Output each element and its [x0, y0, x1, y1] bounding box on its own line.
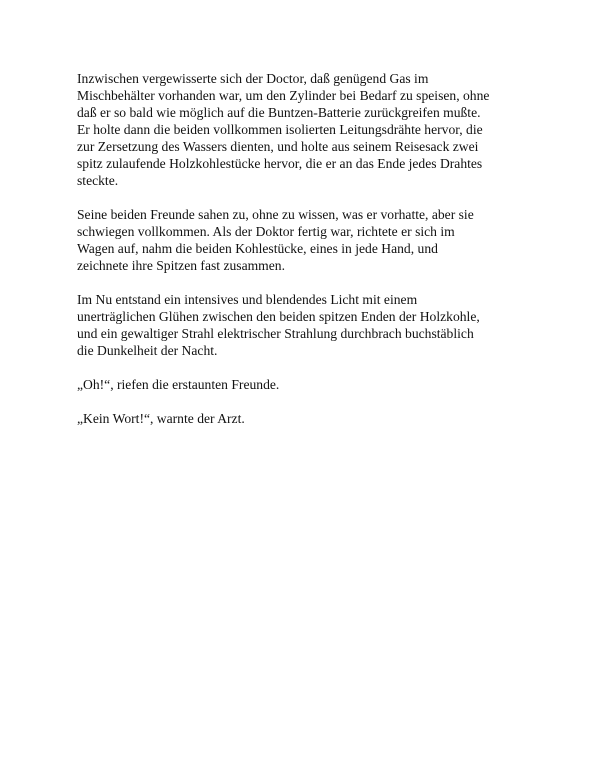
text-line: Mischbehälter vorhanden war, um den Zylinder bei Bedarf zu speisen, ohne: [77, 88, 490, 103]
paragraph-1: [77, 70, 527, 189]
text-line: Im Nu entstand ein intensives und blendendes Licht mit einem: [77, 292, 418, 307]
text-line: Wagen auf, nahm die beiden Kohlestücke, eines in jede Hand, und: [77, 241, 438, 256]
text-line: Inzwischen vergewisserte sich der Doctor, daß genügend Gas im: [77, 71, 429, 86]
paragraph-2: [77, 206, 527, 274]
text-line: und ein gewaltiger Strahl elektrischer Strahlung durchbrach buchstäblich: [77, 326, 474, 341]
paragraph-5: [77, 410, 527, 427]
text-line: schwiegen vollkommen. Als der Doktor fertig war, richtete er sich im: [77, 224, 455, 239]
text-line: „Kein Wort!“, warnte der Arzt.: [77, 411, 245, 426]
text-line: Seine beiden Freunde sahen zu, ohne zu wissen, was er vorhatte, aber sie: [77, 207, 474, 222]
text-line: steckte.: [77, 173, 119, 188]
paragraph-3: [77, 291, 527, 359]
text-line: die Dunkelheit der Nacht.: [77, 343, 218, 358]
text-line: zur Zersetzung des Wassers dienten, und holte aus seinem Reisesack zwei: [77, 139, 479, 154]
text-line: zeichnete ihre Spitzen fast zusammen.: [77, 258, 285, 273]
text-line: unerträglichen Glühen zwischen den beiden spitzen Enden der Holzkohle,: [77, 309, 480, 324]
text-line: „Oh!“, riefen die erstaunten Freunde.: [77, 377, 280, 392]
document-body: [77, 70, 527, 444]
paragraph-4: [77, 376, 527, 393]
text-line: Er holte dann die beiden vollkommen isolierten Leitungsdrähte hervor, die: [77, 122, 483, 137]
text-line: spitz zulaufende Holzkohlestücke hervor, die er an das Ende jedes Drahtes: [77, 156, 483, 171]
text-line: daß er so bald wie möglich auf die Buntzen-Batterie zurückgreifen mußte.: [77, 105, 481, 120]
